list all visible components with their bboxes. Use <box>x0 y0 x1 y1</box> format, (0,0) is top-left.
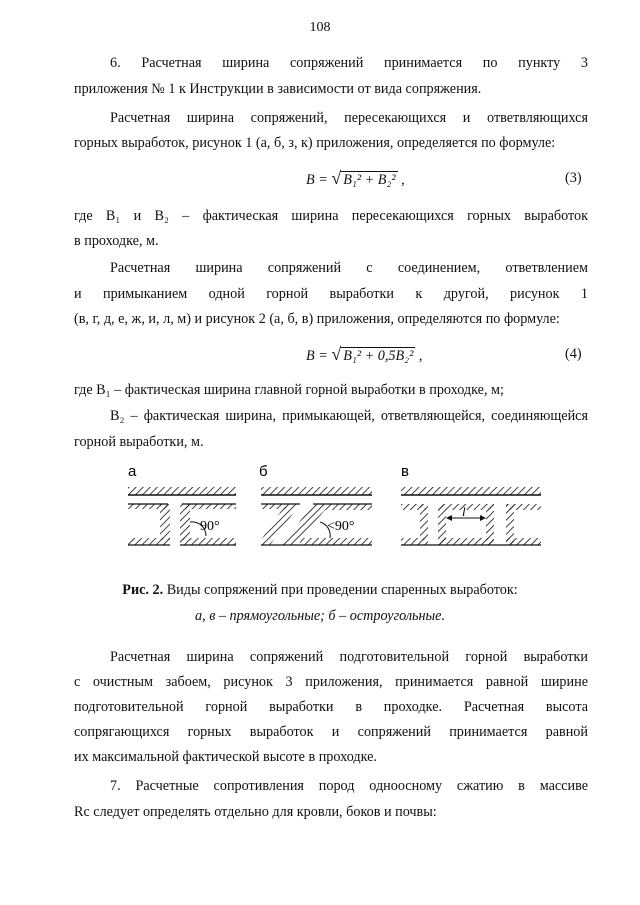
caption-label: Рис. 2. <box>122 582 164 598</box>
formula-lhs: B = <box>306 172 332 188</box>
sqrt-icon: √ <box>331 168 342 188</box>
formula-3 <box>306 168 405 189</box>
junction-diagram <box>0 460 640 580</box>
label-b: б <box>259 463 268 480</box>
formula-radicand: B₁² + 0,5B₂² <box>343 348 414 364</box>
paragraph-line: подготовительной горной выработки в проходке. Расчетная высота <box>74 699 588 715</box>
paragraph-line: приложения № 1 к Инструкции в зависимости от вида сопряжения. <box>74 81 482 97</box>
label-v: в <box>401 463 409 480</box>
paragraph-line: где B₁ – фактическая ширина главной горной выработки в проходке, м; <box>74 382 504 398</box>
formula-lhs: B = <box>306 348 332 364</box>
figure-caption <box>0 582 640 599</box>
paragraph-line: сопрягающихся горных выработок и сопряжений принимается равной <box>74 724 588 740</box>
sqrt-icon: √ <box>331 344 342 364</box>
paragraph-line: Расчетная ширина сопряжений, пересекающихся и ответвляющихся <box>110 110 588 126</box>
paragraph-line: Rс следует определять отдельно для кровли, боков и почвы: <box>74 804 437 820</box>
paragraph-line: горной выработки, м. <box>74 434 204 450</box>
angle-label-b: <90° <box>327 519 355 534</box>
angle-label-a: 90° <box>200 519 220 534</box>
paragraph-line: горных выработок, рисунок 1 (а, б, з, к) приложения, определяется по формуле: <box>74 135 556 151</box>
paragraph-line: B₂ – фактическая ширина, примыкающей, ответвляющейся, соединяющейся <box>110 408 588 424</box>
paragraph-line: в проходке, м. <box>74 233 159 249</box>
formula-number: (3) <box>565 170 582 186</box>
paragraph-line: где B₁ и B₂ – фактическая ширина пересекающихся горных выработок <box>74 208 588 224</box>
paragraph-line: (в, г, д, е, ж, и, л, м) и рисунок 2 (а, б, в) приложения, определяются по формуле: <box>74 311 560 327</box>
figure-caption-line-2: а, в – прямоугольные; б – остроугольные. <box>195 608 445 624</box>
diagram-a <box>128 487 236 545</box>
caption-text: Виды сопряжений при проведении спаренных выработок: <box>163 582 518 598</box>
page-number: 108 <box>309 20 331 35</box>
formula-radicand: B₁² + B₂² <box>343 172 396 188</box>
paragraph-line: Расчетная ширина сопряжений с соединением, ответвлением <box>110 260 588 276</box>
formula-tail: , <box>415 348 423 364</box>
paragraph-line: с очистным забоем, рисунок 3 приложения, принимается равной ширине <box>74 674 588 690</box>
paragraph-line: 6. Расчетная ширина сопряжений принимается по пункту 3 <box>110 55 588 71</box>
paragraph-line: их максимальной фактической высоте в проходке. <box>74 749 377 765</box>
formula-number: (4) <box>565 346 582 362</box>
dimension-label-v: l <box>462 504 466 519</box>
paragraph-line: и примыканием одной горной выработки к другой, рисунок 1 <box>74 286 588 302</box>
paragraph-line: 7. Расчетные сопротивления пород одноосному сжатию в массиве <box>110 778 588 794</box>
formula-4 <box>306 344 422 365</box>
formula-tail: , <box>397 172 405 188</box>
diagram-v <box>401 487 541 545</box>
diagram-b <box>261 487 372 545</box>
label-a: а <box>128 463 137 480</box>
paragraph-line: Расчетная ширина сопряжений подготовительной горной выработки <box>110 649 588 665</box>
